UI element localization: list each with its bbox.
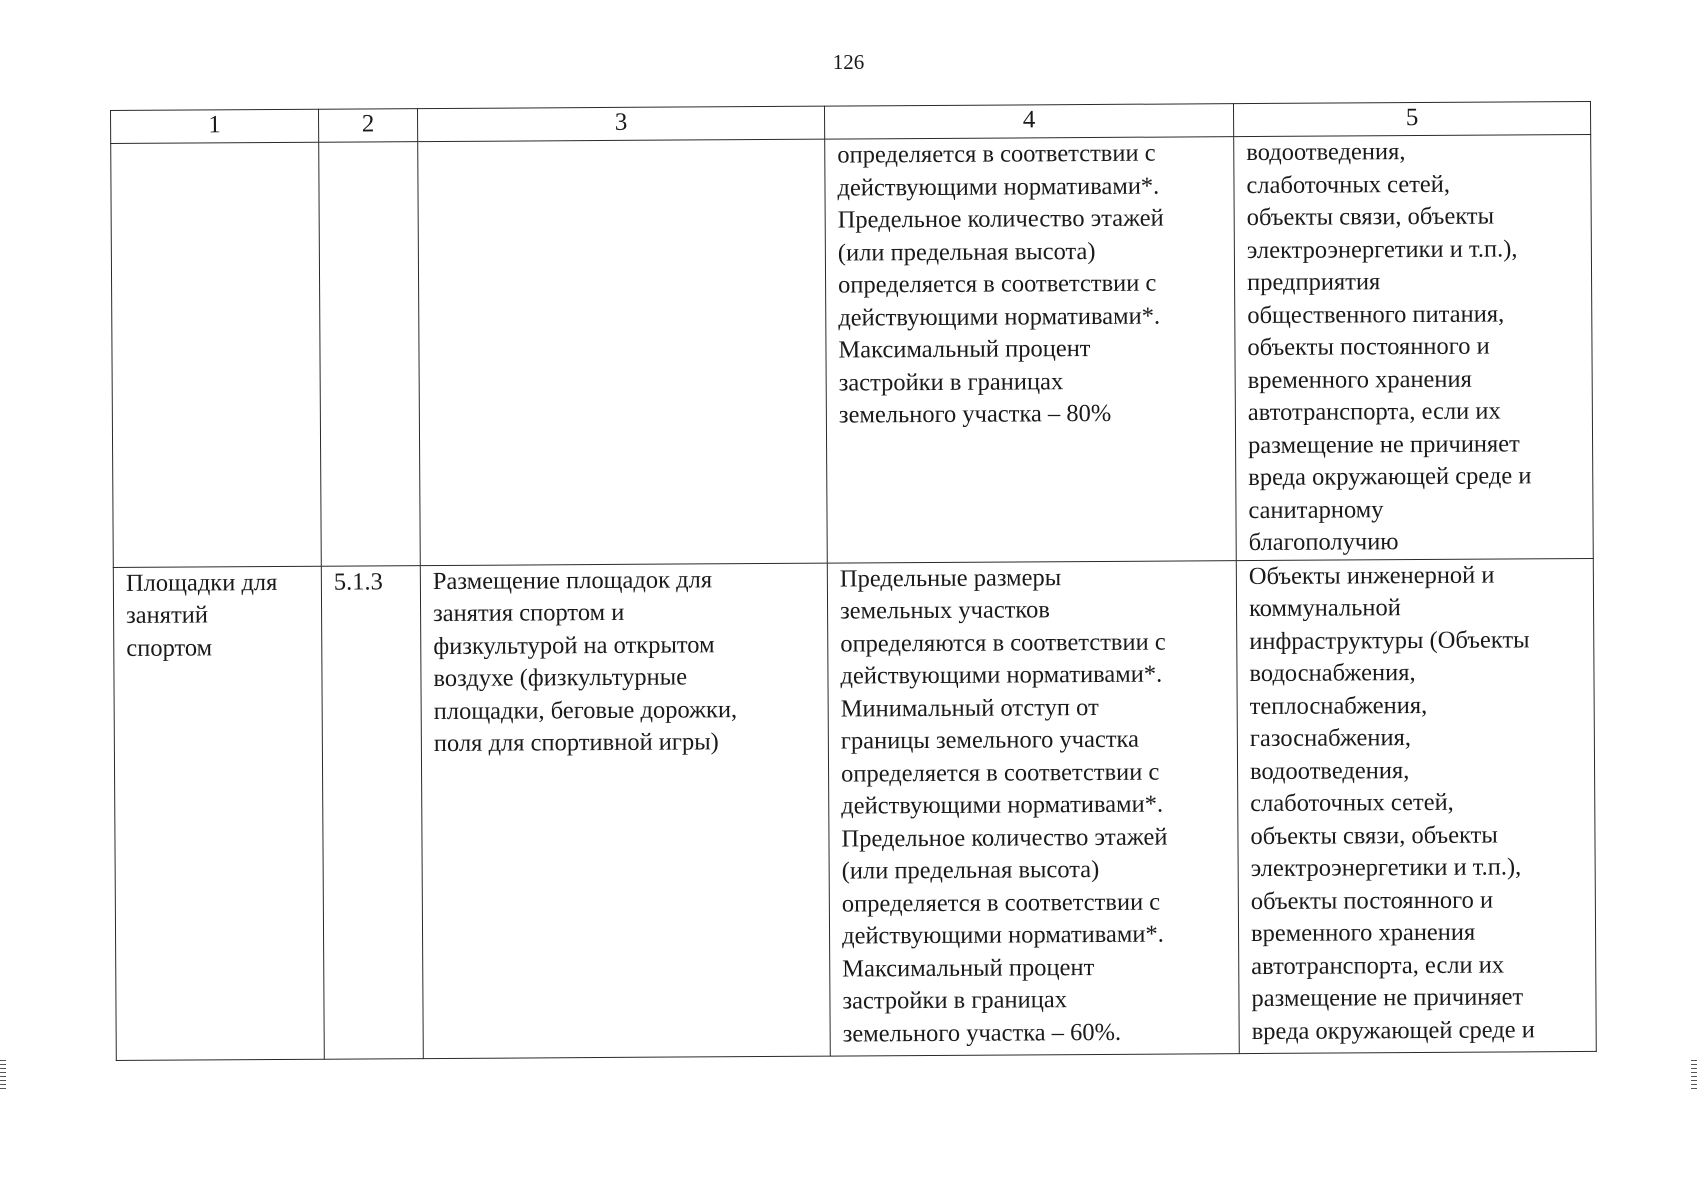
land-use-description-cell [418, 139, 828, 565]
column-header-3: 3 [417, 106, 824, 141]
zoning-regulations-table [110, 101, 1597, 1061]
column-header-5: 5 [1233, 101, 1590, 136]
auxiliary-uses-cell: водоотведения, слаботочных сетей, объекты связи, объекты электроэнергетики и т.п.), предприятия общественного питания, объекты постоянного и временного хранения автотранспорта, если их размещение не причиняет вреда окружающей среде и санитарному благополучию [1234, 134, 1594, 560]
parameters-cell: определяется в соответствии с действующими нормативами*. Предельное количество этажей (или предельная высота) определяется в соответствии с действующими нормативами*. Максимальный процент застройки в границах земельного участка – 80% [825, 137, 1237, 563]
land-use-code-cell: 5.1.3 [321, 565, 423, 1059]
page-number: 126 [832, 50, 865, 74]
land-use-code-cell [319, 142, 421, 566]
column-header-1: 1 [111, 109, 319, 143]
column-header-2: 2 [318, 109, 417, 143]
parameters-cell: Предельные размеры земельных участков определяются в соответствии с действующими нормативами*. Минимальный отступ от границы земельного участка определяется в соответствии с действующими нормативами*. Предельное количество этажей (или предельная высота) определяется в соответствии с действующими нормативами*. Максимальный процент застройки в границах земельного участка – 60%. [827, 560, 1239, 1055]
scan-edge-mark-left [0, 1060, 6, 1090]
land-use-description-cell: Размещение площадок для занятия спортом и физкультурой на открытом воздухе (физкультурные площадки, беговые дорожки, поля для спортивной игры) [420, 563, 830, 1058]
table-row [111, 134, 1594, 567]
auxiliary-uses-cell: Объекты инженерной и коммунальной инфраструктуры (Объекты водоснабжения, теплоснабжения, газоснабжения, водоотведения, слаботочных сетей, объекты связи, объекты электроэнергетики и т.п.), объекты постоянного и временного хранения автотранспорта, если их размещение не причиняет вреда окружающей среде и [1236, 558, 1596, 1053]
column-header-4: 4 [824, 104, 1233, 139]
land-use-name-cell [111, 142, 322, 567]
scan-edge-mark-right [1691, 1060, 1697, 1090]
table-row [113, 558, 1596, 1060]
land-use-name-cell: Площадки для занятий спортом [113, 566, 324, 1060]
